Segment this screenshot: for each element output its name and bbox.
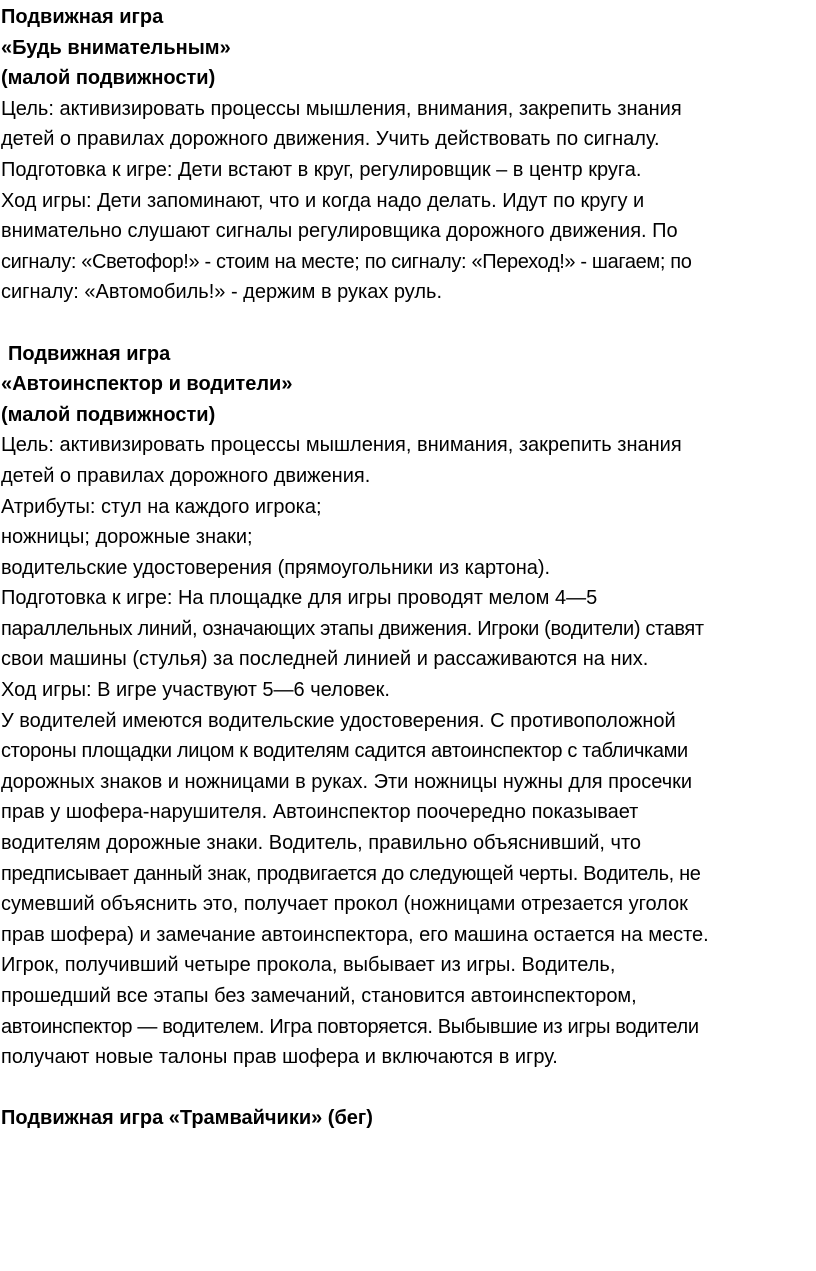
- paragraph-line: стороны площадки лицом к водителям садится автоинспектор с табличками: [1, 740, 688, 763]
- game-name: «Будь внимательным»: [1, 36, 231, 59]
- paragraph-line: Цель: активизировать процессы мышления, внимания, закрепить знания: [1, 97, 682, 120]
- mobility-level: (малой подвижности): [1, 403, 216, 426]
- section-title: Подвижная игра: [8, 342, 171, 365]
- paragraph-line: Ход игры: Дети запоминают, что и когда надо делать. Идут по кругу и: [1, 189, 645, 212]
- paragraph-line: параллельных линий, означающих этапы движения. Игроки (водители) ставят: [1, 617, 704, 640]
- blank-line: [1, 308, 816, 339]
- paragraph-line: Цель: активизировать процессы мышления, внимания, закрепить знания: [1, 434, 682, 457]
- paragraph-line: сигналу: «Автомобиль!» - держим в руках руль.: [1, 281, 442, 304]
- paragraph-line: прошедший все этапы без замечаний, становится автоинспектором,: [1, 985, 637, 1007]
- paragraph-line: дорожных знаков и ножницами в руках. Эти ножницы нужны для просечки: [1, 770, 693, 793]
- paragraph-line: прав шофера) и замечание автоинспектора, его машина остается на месте.: [1, 923, 709, 946]
- paragraph-line: Атрибуты: стул на каждого игрока;: [1, 495, 322, 518]
- paragraph-line: Подготовка к игре: На площадке для игры проводят мелом 4—5: [1, 587, 598, 610]
- game-section-inspector-and-drivers: [1, 339, 816, 1073]
- game-section-trams: [1, 1103, 816, 1134]
- paragraph-line: автоинспектор — водителем. Игра повторяется. Выбывшие из игры водители: [1, 1015, 699, 1038]
- paragraph-line: свои машины (стулья) за последней линией и рассаживаются на них.: [1, 648, 649, 671]
- blank-line: [1, 1073, 816, 1104]
- paragraph-line: Игрок, получивший четыре прокола, выбывает из игры. Водитель,: [1, 954, 616, 977]
- section-title: Подвижная игра «Трамвайчики» (бег): [1, 1107, 373, 1130]
- paragraph-line: детей о правилах дорожного движения. Учить действовать по сигналу.: [1, 128, 660, 151]
- game-section-be-attentive: [1, 2, 816, 308]
- paragraph-line: У водителей имеются водительские удостоверения. С противоположной: [1, 709, 676, 732]
- paragraph-line: ножницы; дорожные знаки;: [1, 526, 253, 549]
- paragraph-line: внимательно слушают сигналы регулировщика дорожного движения. По: [1, 220, 678, 243]
- paragraph-line: водителям дорожные знаки. Водитель, правильно объяснивший, что: [1, 832, 642, 855]
- paragraph-line: детей о правилах дорожного движения.: [1, 464, 371, 487]
- section-title: Подвижная игра: [1, 6, 164, 28]
- paragraph-line: сумевший объяснить это, получает прокол (ножницами отрезается уголок: [1, 893, 688, 916]
- paragraph-line: Ход игры: В игре участвуют 5—6 человек.: [1, 679, 390, 702]
- game-name: «Автоинспектор и водители»: [1, 373, 293, 396]
- paragraph-line: прав у шофера-нарушителя. Автоинспектор поочередно показывает: [1, 801, 639, 824]
- paragraph-line: получают новые талоны прав шофера и включаются в игру.: [1, 1046, 558, 1069]
- paragraph-line: предписывает данный знак, продвигается до следующей черты. Водитель, не: [1, 862, 701, 885]
- paragraph-line: сигналу: «Светофор!» - стоим на месте; по сигналу: «Переход!» - шагаем; по: [1, 250, 692, 273]
- paragraph-line: водительские удостоверения (прямоугольники из картона).: [1, 556, 551, 579]
- paragraph-line: Подготовка к игре: Дети встают в круг, регулировщик – в центр круга.: [1, 158, 642, 181]
- mobility-level: (малой подвижности): [1, 67, 216, 90]
